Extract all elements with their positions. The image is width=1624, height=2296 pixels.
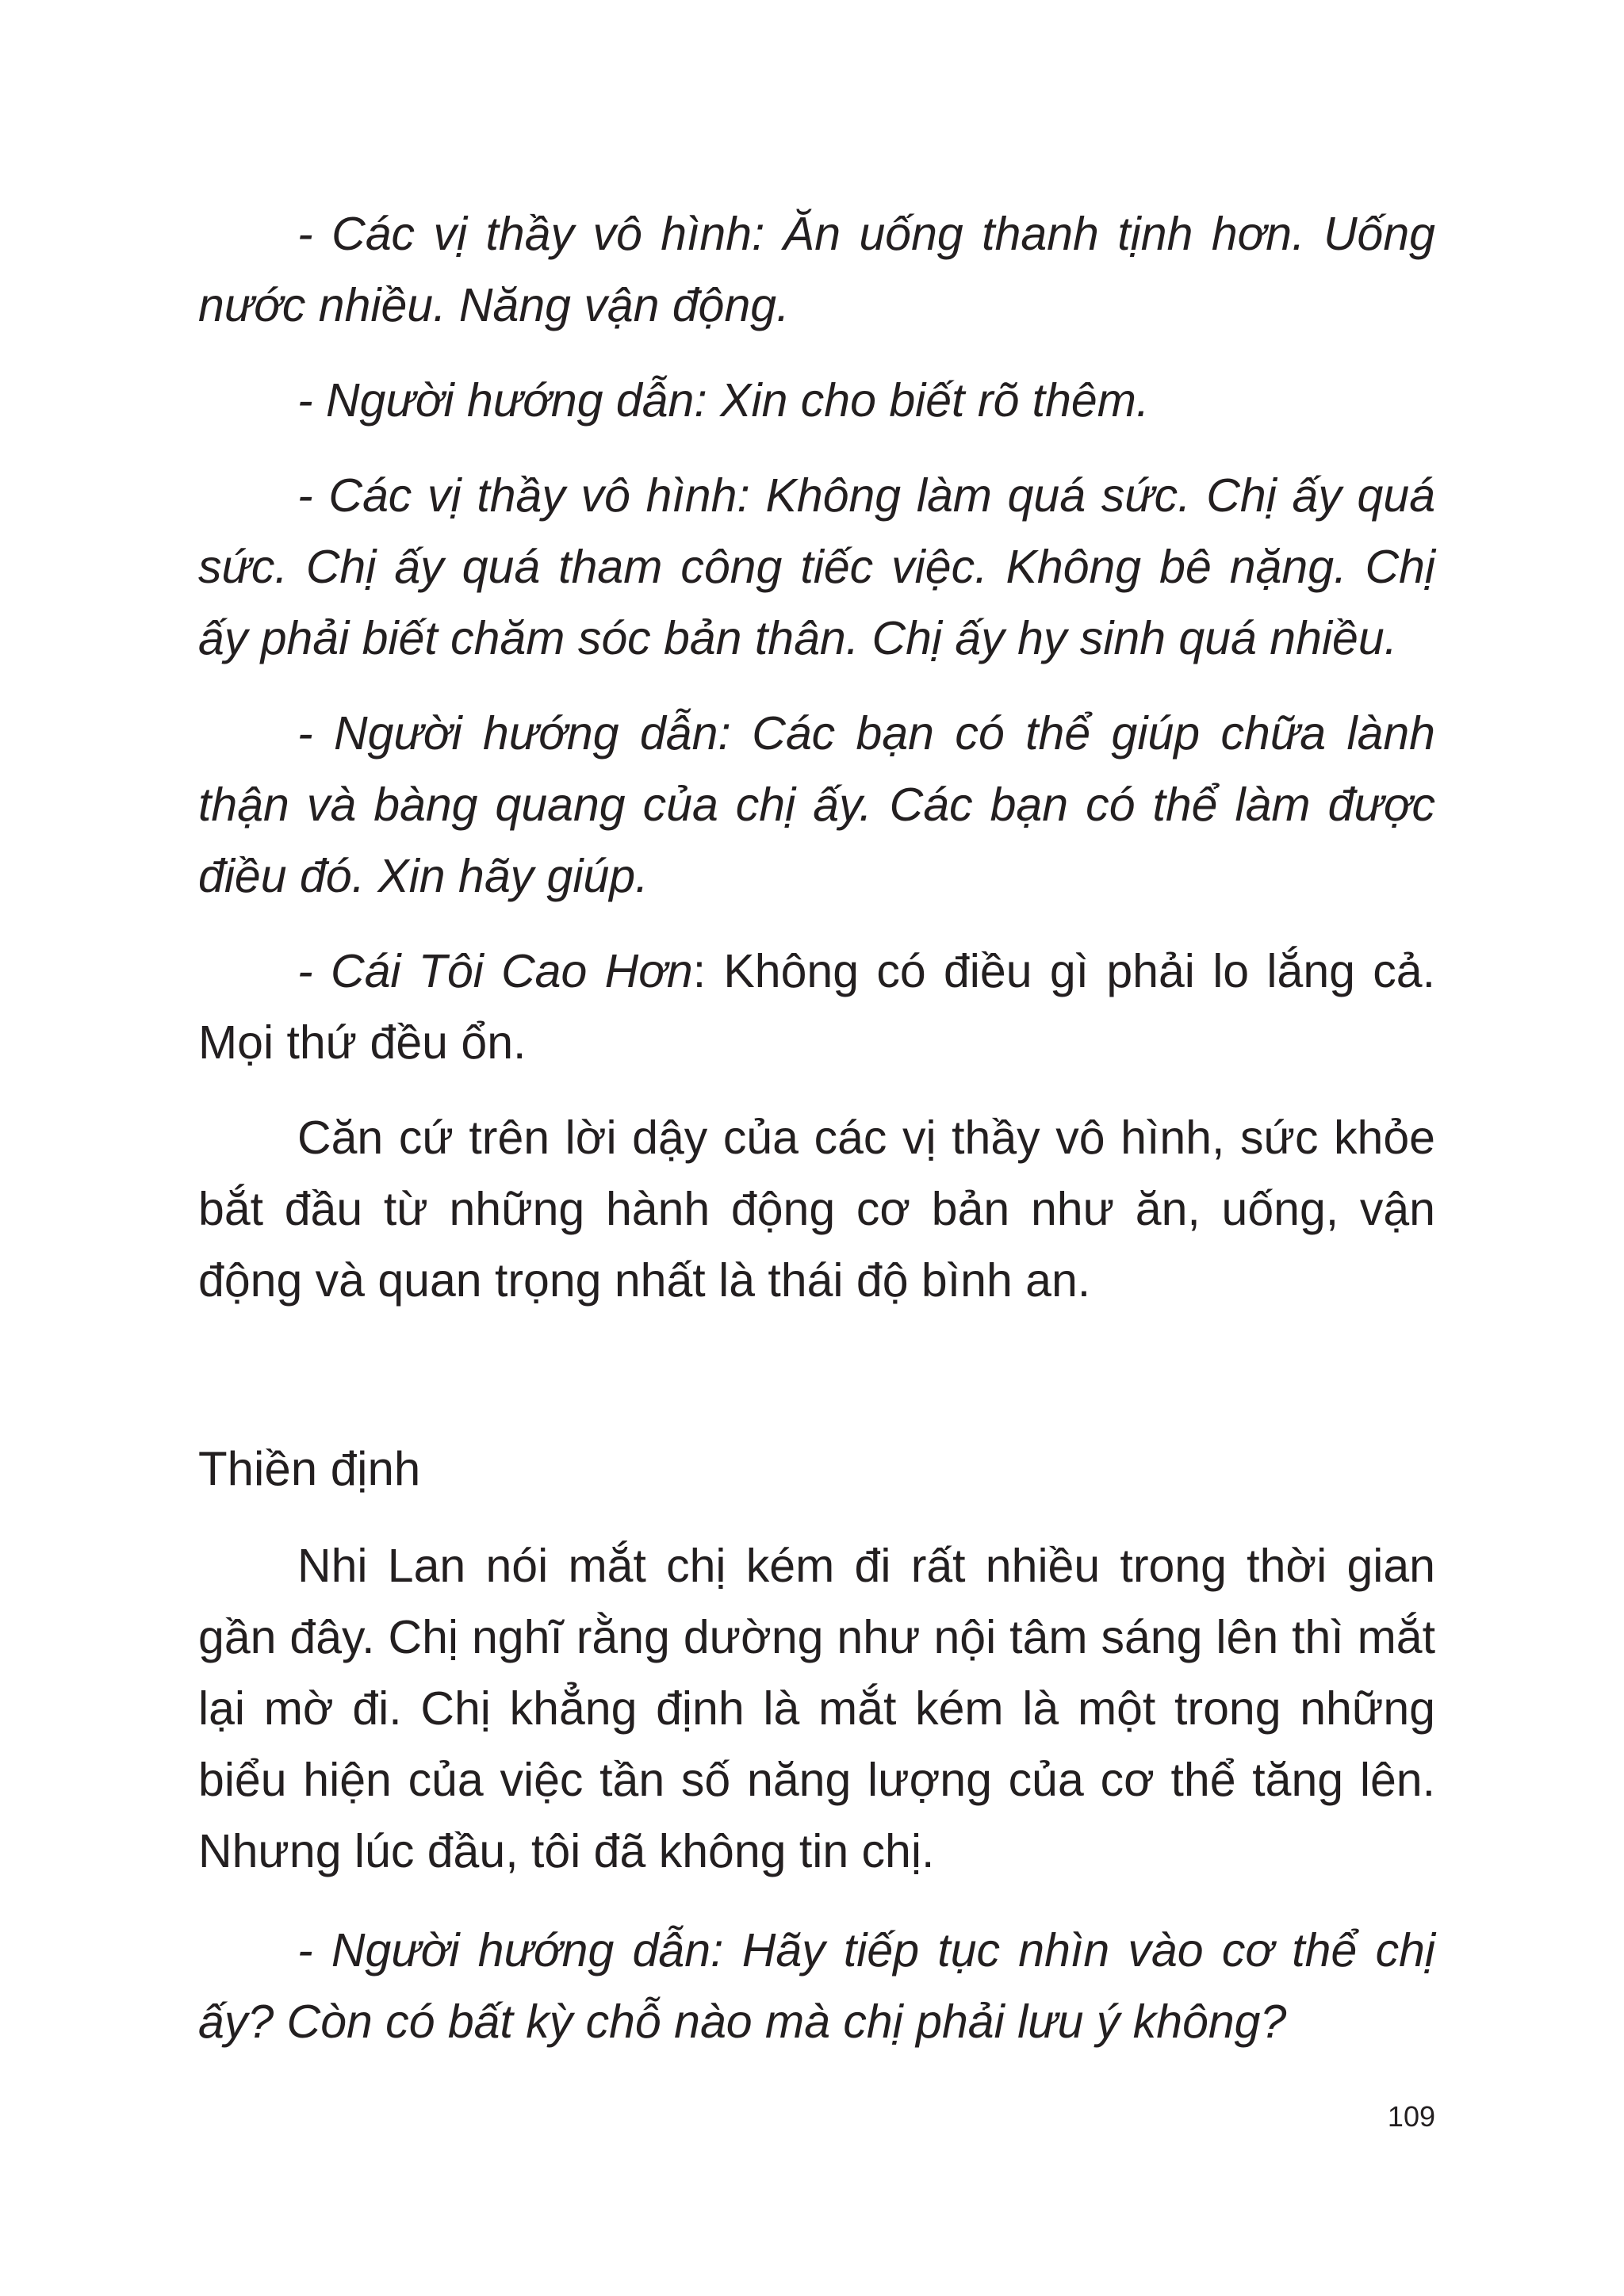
dialogue-paragraph-2: - Người hướng dẫn: Xin cho biết rõ thêm. <box>297 374 1150 427</box>
dialogue-paragraph-3: - Các vị thầy vô hình: Không làm quá sức. Chị ấy quá sức. Chị ấy quá tham công tiếc việc. Không bê nặng. Chị ấy phải biết chăm sóc bản thân. Chị ấy hy sinh quá nhiều. <box>198 469 1435 664</box>
speaker-label: - Cái Tôi Cao Hơn <box>297 945 693 997</box>
body-paragraph-1: Căn cứ trên lời dậy của các vị thầy vô hình, sức khỏe bắt đầu từ những hành động cơ bản như ăn, uống, vận động và quan trọng nhất là thái độ bình an. <box>198 1112 1435 1307</box>
page-number: 109 <box>1387 2100 1435 2133</box>
dialogue-paragraph-1: - Các vị thầy vô hình: Ăn uống thanh tịnh hơn. Uống nước nhiều. Năng vận động. <box>198 208 1435 331</box>
dialogue-paragraph-5 <box>198 936 1435 1078</box>
dialogue-paragraph-4: - Người hướng dẫn: Các bạn có thể giúp chữa lành thận và bàng quang của chị ấy. Các bạn có thể làm được điều đó. Xin hãy giúp. <box>198 707 1435 902</box>
body-paragraph-2: Nhi Lan nói mắt chị kém đi rất nhiều trong thời gian gần đây. Chị nghĩ rằng dường như nội tâm sáng lên thì mắt lại mờ đi. Chị khẳng định là mắt kém là một trong những biểu hiện của việc tần số năng lượng của cơ thể tăng lên. Nhưng lúc đầu, tôi đã không tin chị. <box>198 1540 1435 1877</box>
dialogue-paragraph-6: - Người hướng dẫn: Hãy tiếp tục nhìn vào cơ thể chị ấy? Còn có bất kỳ chỗ nào mà chị phải lưu ý không? <box>198 1924 1435 2048</box>
section-heading: Thiền định <box>198 1442 421 1495</box>
speaker-reply: : Không có điều gì phải lo lắng cả. Mọi thứ đều ổn. <box>198 945 1436 1069</box>
